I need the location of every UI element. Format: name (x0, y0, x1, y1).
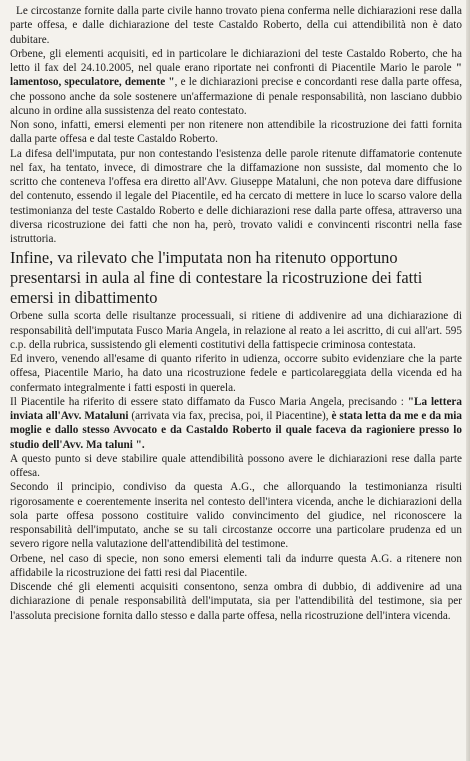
page-edge (466, 0, 470, 761)
text-run: Non sono, infatti, emersi elementi per non ritenere non attendibile la ricostruzione dei fatti fornita dalla parte offesa e dal teste Castaldo Roberto. (10, 119, 462, 146)
text-run: Orbene sulla scorta delle risultanze processuali, si ritiene di addivenire ad una dichiarazione di responsabilità dell'imputata Fusco Maria Angela, in relazione al reato a lei ascritto, di cui all'art. 595 c.p. della rubrica, sussistendo gli elementi costitutivi della fattispecie criminosa contestata. (10, 310, 462, 351)
quoted-testimony: è stata letta da me e da mia moglie e dallo stesso Avvocato e da Castaldo Roberto il quale faceva da ragioniere presso lo studio dell'Avv. Ma taluni ". (10, 410, 462, 451)
text-run: Il Piacentile ha riferito di essere stato diffamato da Fusco Maria Angela, precisando : (10, 395, 408, 408)
paragraph (10, 480, 462, 551)
quoted-words: " lamentoso, speculatore, demente " (10, 62, 462, 89)
paragraph (10, 147, 462, 247)
text-run: La difesa dell'imputata, pur non contestando l'esistenza delle parole ritenute diffamatorie contenute nel fax, ha tentato, invece, di dimostrare che la diffamazione non sussiste, dal momento che lo scritto che conteneva l'offesa era diretto all'Avv. Giuseppe Mataluni, che non poteva dare diffusione del contenuto, essendo il legale del Piacentile, ed ha cercato di mettere in luce lo scarso valore della testimonianza del teste Castaldo Roberto e delle dichiarazioni rese dalla parte offesa, attraverso una diversa ricostruzione dei fatti che non ha, però, trovato validi e convincenti riscontri nella fase istruttoria. (10, 147, 462, 245)
text-run: Orbene, gli elementi acquisiti, ed in particolare le dichiarazioni del teste Castaldo Roberto, che ha letto il fax del 24.10.2005, nel quale erano riportate nei confronti di Piacentile Mario le parole (10, 47, 462, 74)
paragraph (10, 452, 462, 481)
text-run: Discende ché gli elementi acquisiti consentono, senza ombra di dubbio, di addivenire ad una dichiarazione di penale responsabilità dell'imputata, sia per l'attendibilità del testimone, sia per l'assoluta precisione fornita dallo stesso e dalla parte offesa, nella ricostruzione dell'intera vicenda. (10, 581, 462, 622)
text-run: Orbene, nel caso di specie, non sono emersi elementi tali da indurre questa A.G. a ritenere non affidabile la ricostruzione dei fatti resi dal Piacentile. (10, 552, 462, 579)
paragraph (10, 580, 462, 623)
paragraph (10, 4, 462, 47)
highlighted-paragraph (10, 248, 462, 308)
paragraph (10, 309, 462, 352)
text-run: (arrivata via fax, precisa, poi, il Piacentine), (128, 410, 332, 422)
paragraph (10, 552, 462, 581)
text-run: A questo punto si deve stabilire quale attendibilità possono avere le dichiarazioni rese dalla parte offesa. (10, 452, 462, 479)
text-run: Ed invero, venendo all'esame di quanto riferito in udienza, occorre subito evidenziare che la parte offesa, Piacentile Mario, ha dato una ricostruzione fedele e particolareggiata della vicenda ed ha confermato integralmente i fatti esposti in querela. (10, 353, 462, 394)
document-page (10, 4, 462, 623)
text-run: , e le dichiarazioni precise e concordanti rese dalla parte offesa, che possono anche da sole sostenere un'affermazione di penale responsabilità, non lasciano dubbio alcuno in ordine alla sussistenza del reato contestato. (10, 76, 462, 117)
paragraph (10, 352, 462, 395)
paragraph (10, 395, 462, 452)
text-run: Le circostanze fornite dalla parte civile hanno trovato piena conferma nelle dichiarazioni rese dalla parte offesa, e dalle dichiarazione del teste Castaldo Roberto, della cui attendibilità non è dato dubitare. (10, 5, 462, 46)
text-run: Secondo il principio, condiviso da questa A.G., che allorquando la testimonianza risulti rigorosamente e coerentemente inserita nel contesto dell'intera vicenda, anche le dichiarazioni della sola parte offesa possono costituire valido convincimento del giudice, nel riconoscere la responsabilità dell'imputato, anche se su tali circostanze occorre una particolare prudenza ed un severo rigore nella valutazione dell'attendibilità del testimone. (10, 481, 462, 551)
paragraph (10, 118, 462, 147)
paragraph (10, 47, 462, 118)
text-run: Infine, va rilevato che l'imputata non ha ritenuto opportuno presentarsi in aula al fine di contestare la ricostruzione dei fatti emersi in dibattimento (10, 248, 423, 308)
quoted-testimony: "La lettera inviata all'Avv. Mataluni (10, 395, 462, 422)
